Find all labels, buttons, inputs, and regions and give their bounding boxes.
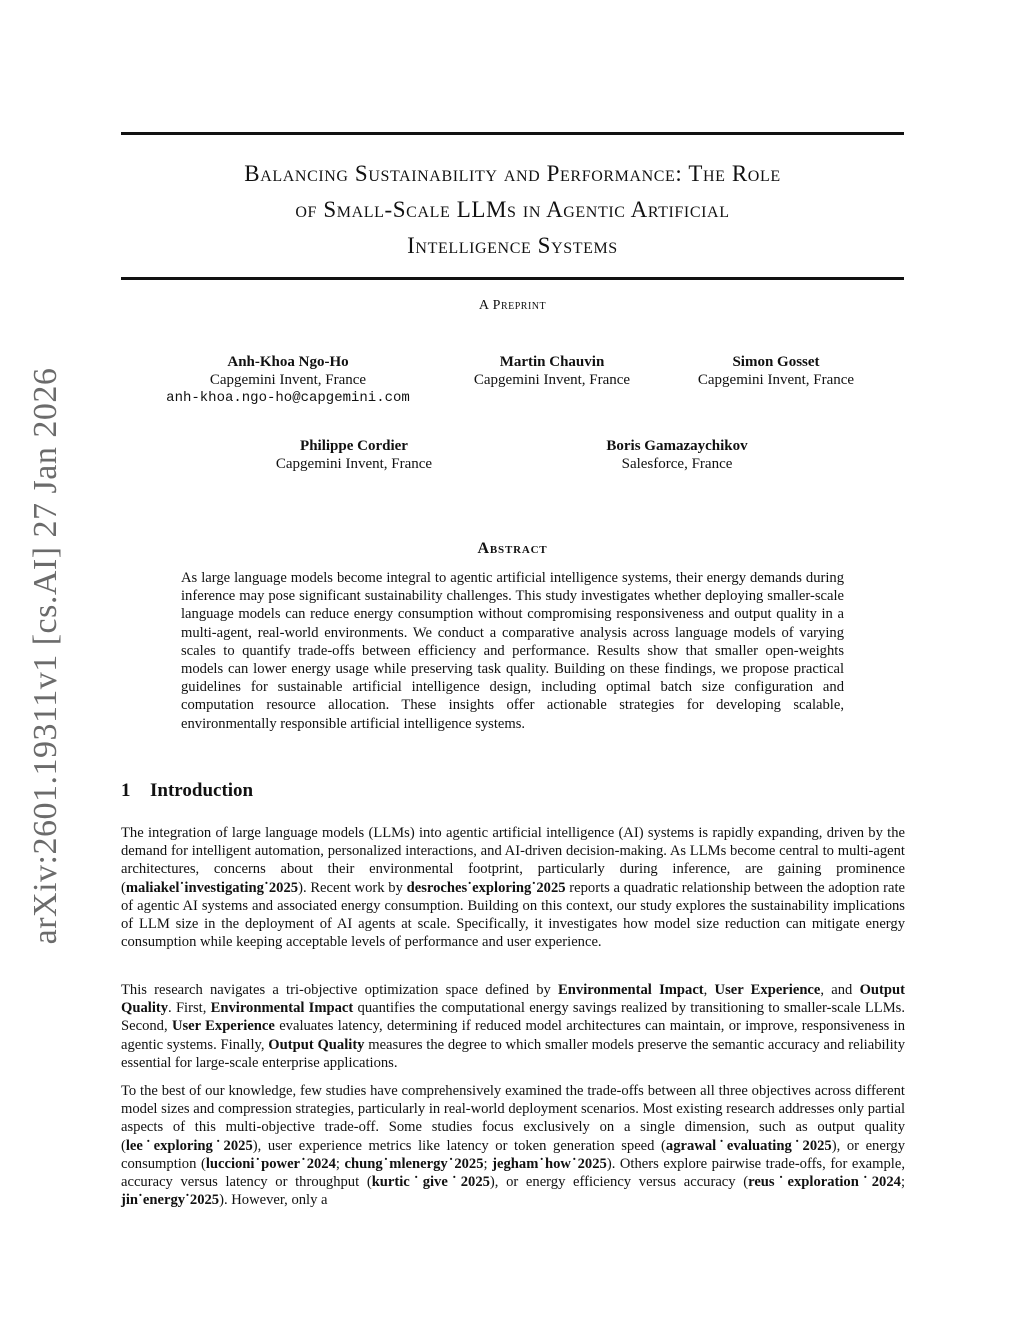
paragraph-text: To the best of our knowledge, few studies have comprehensively examined the trade-offs between all three objectives across different model sizes and compression strategies, particularly in real-world deployment scenarios. Most existing research addresses only partial aspects of this multi-objective trade-off. Some studies focus exclusively on a single dimension, such as output quality ( (121, 1083, 905, 1154)
author-block (567, 437, 787, 473)
citation[interactable]: jin˙energy˙2025 (121, 1192, 220, 1209)
key-term: Environmental Impact (558, 982, 704, 998)
author-name: Boris Gamazaychikov (606, 438, 748, 454)
section-heading (121, 780, 253, 802)
author-affiliation: Capgemini Invent, France (275, 456, 433, 472)
paragraph-text: The integration of large language models (LLMs) into agentic artificial intelligence (AI) systems is rapidly expanding, driven by the demand for intelligent automation, personalized interactions, and AI-driven decision-making. As LLMs become central to multi-agent architectures, concerns about their environmental footprint, particularly during inference, are gaining prominence ( (121, 825, 905, 896)
paragraph-text: ). However, only a (219, 1192, 328, 1209)
key-term: Output Quality (268, 1036, 365, 1053)
key-term: User Experience (171, 1018, 275, 1035)
citation[interactable]: jegham˙how˙2025 (492, 1155, 607, 1172)
paragraph-text: ). Others explore pairwise trade-offs, for example, accuracy versus latency or throughput ( (121, 1155, 905, 1191)
paragraph-text: reports a quadratic relationship between the adoption rate of agentic AI systems and associated energy consumption. Building on this context, our study explores the sustainability implications of LLM size in the deployment of AI agents at scale. Specifically, it investigates how model size reduction can mitigate energy consumption while keeping acceptable levels of performance and user experience. (121, 879, 905, 951)
paragraph-text: ; (335, 1155, 345, 1172)
author-block (676, 353, 876, 389)
author-email[interactable]: anh-khoa.ngo-ho@capgemini.com (166, 390, 410, 406)
arxiv-identifier-stamp: arXiv:2601.19311v1 [cs.AI] 27 Jan 2026 (27, 367, 64, 945)
citation[interactable]: luccioni˙power˙2024 (205, 1155, 336, 1172)
title-bottom-rule (121, 277, 904, 280)
citation[interactable]: maliakel˙investigating˙2025 (125, 879, 299, 896)
citation[interactable]: desroches˙exploring˙2025 (406, 879, 566, 896)
abstract-heading: Abstract (477, 540, 548, 557)
paragraph-text: ), user experience metrics like latency or token generation speed ( (252, 1137, 666, 1154)
paragraph-text: ). Recent work by (298, 879, 407, 896)
abstract-text: As large language models become integral to agentic artificial intelligence systems, their energy demands during inference may pose significant sustainability challenges. This study investigates whether deploying smaller-scale language models can reduce energy consumption without compromising responsiveness and output quality in a multi-agent, real-world environments. We conduct a comparative analysis across language models of varying scales to quantify trade-offs between efficiency and performance. Results show that smaller open-weights models can lower energy usage while preserving task quality. Building on these findings, we propose practical guidelines for sustainable artificial intelligence design, including optimal batch size configuration and computation resource allocation. These insights offer actionable strategies for developing scalable, environmentally responsible artificial intelligence systems. (181, 570, 844, 732)
author-name: Simon Gosset (732, 354, 820, 370)
author-affiliation: Capgemini Invent, France (209, 372, 367, 388)
citation[interactable]: kurtic˙give˙2025 (371, 1174, 490, 1191)
author-affiliation: Capgemini Invent, France (697, 372, 855, 388)
title-line-1: Balancing Sustainability and Performance: The Role (244, 161, 781, 186)
citation[interactable]: agrawal˙evaluating˙2025 (665, 1137, 832, 1154)
paragraph-text: ), or energy consumption ( (121, 1137, 906, 1172)
paper-title (121, 156, 904, 264)
paragraph-text: ; (900, 1174, 905, 1191)
paragraph-text: , (703, 982, 715, 998)
author-name: Martin Chauvin (499, 354, 605, 370)
title-top-rule (121, 132, 904, 135)
paragraph-text: ; (483, 1155, 493, 1172)
title-line-2: of Small-Scale LLMs in Agentic Artificial (295, 197, 730, 222)
paragraph-text: evaluates latency, determining if reduced model architectures can maintain, or improve, responsiveness in agentic systems. Finally, (121, 1018, 906, 1053)
citation[interactable]: reus˙exploration˙2024 (748, 1174, 901, 1191)
citation[interactable]: lee˙exploring˙2025 (125, 1137, 253, 1154)
title-line-3: Intelligence Systems (407, 233, 618, 258)
body-paragraph (121, 981, 905, 1072)
author-name: Philippe Cordier (300, 438, 408, 454)
paragraph-text: , and (820, 982, 860, 998)
paragraph-text: measures the degree to which smaller models preserve the semantic accuracy and reliability essential for large-scale enterprise applications. (121, 1036, 906, 1071)
author-block (158, 353, 418, 407)
section-number: 1 (121, 780, 131, 801)
key-term: Output Quality (121, 982, 905, 1017)
author-affiliation: Capgemini Invent, France (473, 372, 631, 388)
key-term: Environmental Impact (210, 1000, 354, 1017)
body-paragraph (121, 1082, 905, 1209)
author-block (452, 353, 652, 389)
paragraph-text: . First, (168, 1000, 211, 1017)
key-term: User Experience (714, 982, 821, 998)
author-name: Anh-Khoa Ngo-Ho (227, 354, 349, 370)
section-title: Introduction (150, 780, 254, 801)
author-block (254, 437, 454, 473)
author-affiliation: Salesforce, France (621, 456, 733, 472)
paragraph-text: ), or energy efficiency versus accuracy ( (489, 1174, 749, 1191)
citation[interactable]: chung˙mlenergy˙2025 (344, 1155, 484, 1172)
preprint-label: A Preprint (478, 298, 547, 313)
paragraph-text: This research navigates a tri-objective optimization space defined by (121, 982, 559, 998)
paragraph-text: quantifies the computational energy savings realized by transitioning to smaller-scale LLMs. Second, (121, 1000, 906, 1035)
body-paragraph (121, 824, 905, 951)
